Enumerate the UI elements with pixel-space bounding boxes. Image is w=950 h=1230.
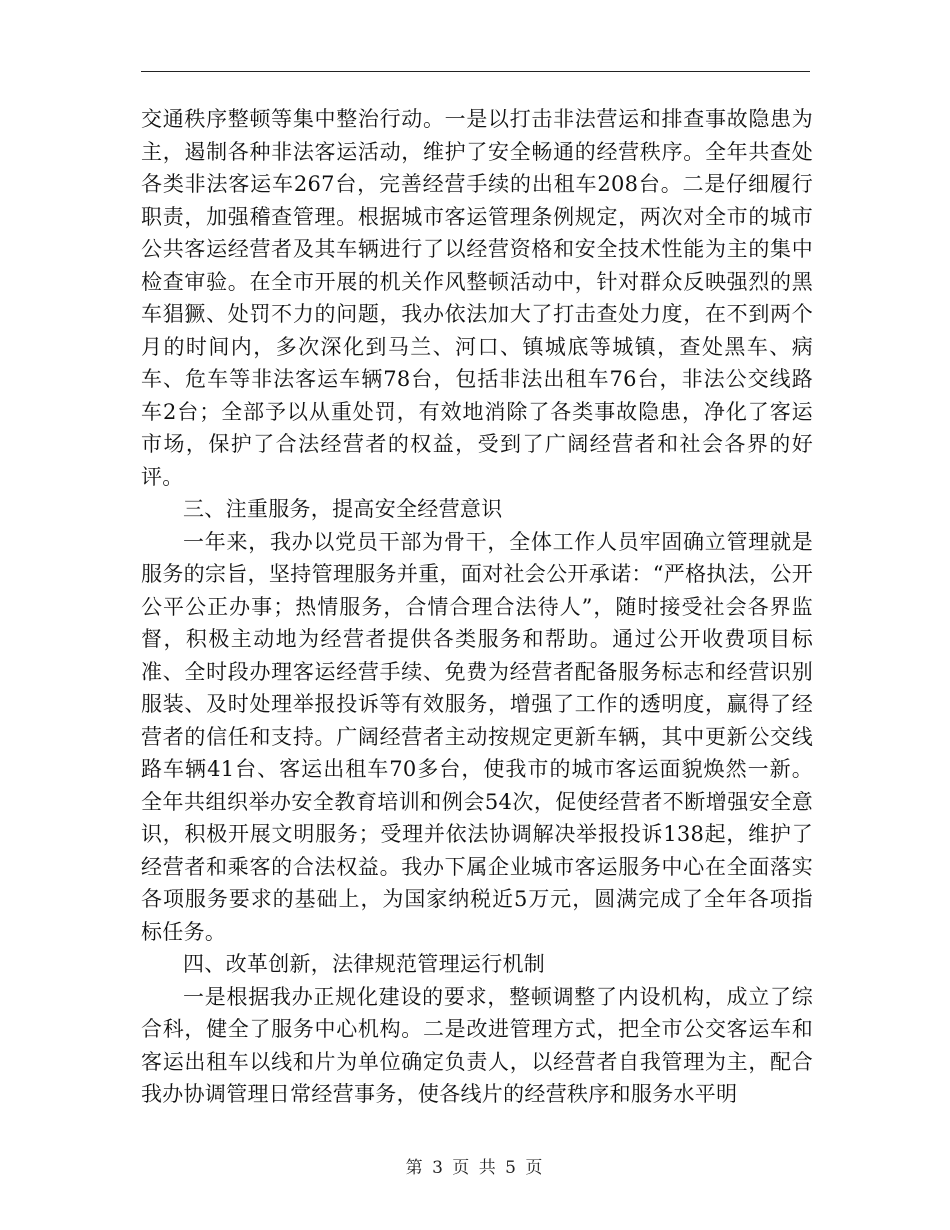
- document-body: [141, 103, 813, 1111]
- header-rule: [141, 71, 810, 72]
- section-heading-4: 四、改革创新，法律规范管理运行机制: [183, 952, 546, 976]
- page-footer: 第 3 页 共 5 页: [405, 1158, 545, 1178]
- paragraph-service: 一年来，我办以党员干部为骨干，全体工作人员牢固确立管理就是服务的宗旨，坚持管理服务并重，面对社会公开承诺：“严格执法，公开公平公正办事；热情服务，合情合理合法待人”，随时接受社会各界监督，积极主动地为经营者提供各类服务和帮助。通过公开收费项目标准、全时段办理客运经营手续、免费为经营者配备服务标志和经营识别服装、及时处理举报投诉等有效服务，增强了工作的透明度，赢得了经营者的信任和支持。广阔经营者主动按规定更新车辆，其中更新公交线路车辆41台、客运出租车70多台，使我市的城市客运面貌焕然一新。全年共组织举办安全教育培训和例会54次，促使经营者不断增强安全意识，积极开展文明服务；受理并依法协调解决举报投诉138起，维护了经营者和乘客的合法权益。我办下属企业城市客运服务中心在全面落实各项服务要求的基础上，为国家纳税近5万元，圆满完成了全年各项指标任务。: [141, 529, 813, 944]
- paragraph-continuation: 交通秩序整顿等集中整治行动。一是以打击非法营运和排查事故隐患为主，遏制各种非法客运活动，维护了安全畅通的经营秩序。全年共查处各类非法客运车267台，完善经营手续的出租车208台。二是仔细履行职责，加强稽查管理。根据城市客运管理条例规定，两次对全市的城市公共客运经营者及其车辆进行了以经营资格和安全技术性能为主的集中检查审验。在全市开展的机关作风整顿活动中，针对群众反映强烈的黑车猖獗、处罚不力的问题，我办依法加大了打击查处力度，在不到两个月的时间内，多次深化到马兰、河口、镇城底等城镇，查处黑车、病车、危车等非法客运车辆78台，包括非法出租车76台，非法公交线路车2台；全部予以从重处罚，有效地消除了各类事故隐患，净化了客运市场，保护了合法经营者的权益，受到了广阔经营者和社会各界的好评。: [141, 107, 813, 489]
- section-heading-3: 三、注重服务，提高安全经营意识: [183, 497, 503, 521]
- paragraph-reform: 一是根据我办正规化建设的要求，整顿调整了内设机构，成立了综合科，健全了服务中心机构。二是改进管理方式，把全市公交客运车和客运出租车以线和片为单位确定负责人，以经营者自我管理为主，配合我办协调管理日常经营事务，使各线片的经营秩序和服务水平明: [141, 984, 813, 1106]
